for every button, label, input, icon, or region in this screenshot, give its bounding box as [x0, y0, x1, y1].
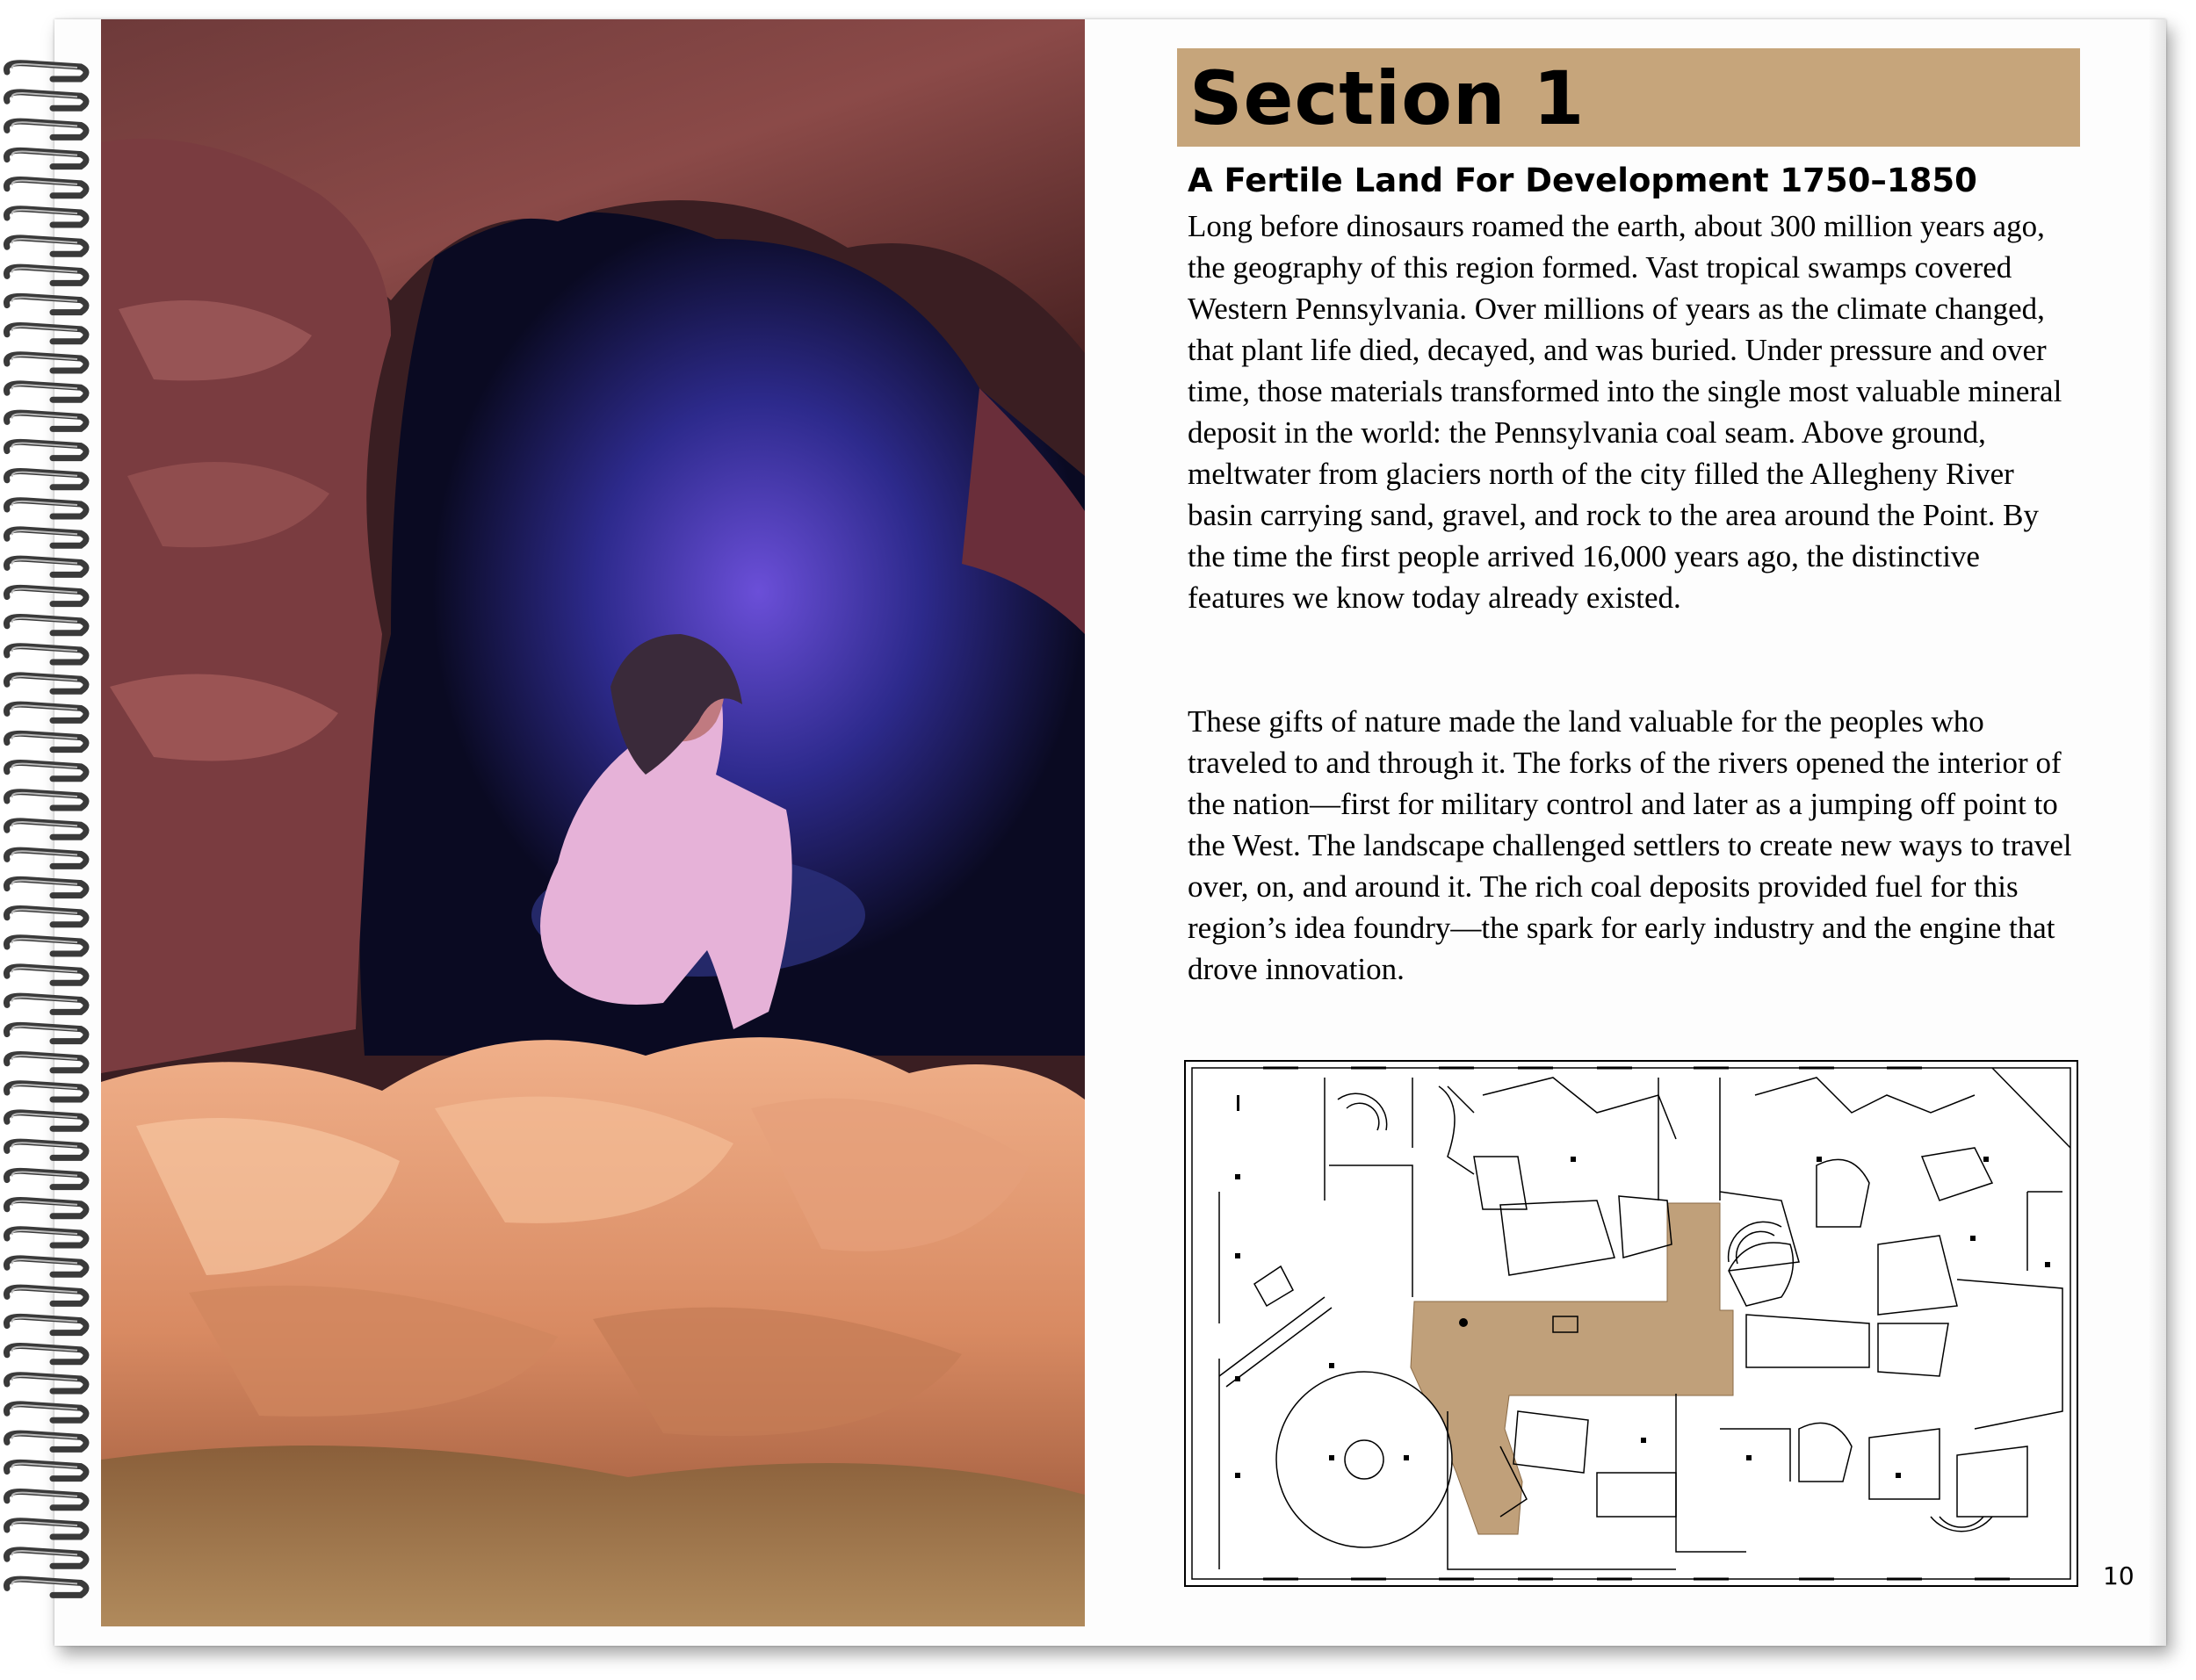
section-banner	[1177, 48, 2080, 147]
article-paragraph-2: These gifts of nature made the land valuable for the peoples who traveled to and through it. The forks of the rivers opened the interior of the nation—first for military control and later as a jumping off point to the West. The landscape challenged settlers to create new ways to travel over, on, and around it. The rich coal deposits provided fuel for this region’s idea foundry—the spark for early industry and the engine that drove innovation.	[1188, 704, 2072, 986]
page-number: 10	[2103, 1561, 2135, 1590]
cave-diorama-photo	[101, 19, 1085, 1626]
article-subtitle: A Fertile Land For Development 1750–1850	[1188, 162, 1977, 199]
article-paragraph-1: Long before dinosaurs roamed the earth, about 300 million years ago, the geography of this region formed. Vast tropical swamps covered Western Pennsylvania. Over millions of years as the climate changed, that plant life died, decayed, and was buried. Under pressure and over time, those materials transformed into the single most valuable mineral deposit in the world: the Pennsylvania coal seam. Above ground, meltwater from glaciers north of the city filled the Allegheny River basin carrying sand, gravel, and rock to the area around the Point. By the time the first people arrived 16,000 years ago, the distinctive features we know today already existed.	[1188, 209, 2062, 615]
floor-plan-map-icon	[1184, 1060, 2078, 1587]
section-title: Section 1	[1189, 55, 1586, 141]
page-edge-shading	[2149, 19, 2166, 1646]
spiral-binding-icon	[0, 54, 97, 1600]
photo-image	[101, 19, 1085, 1626]
